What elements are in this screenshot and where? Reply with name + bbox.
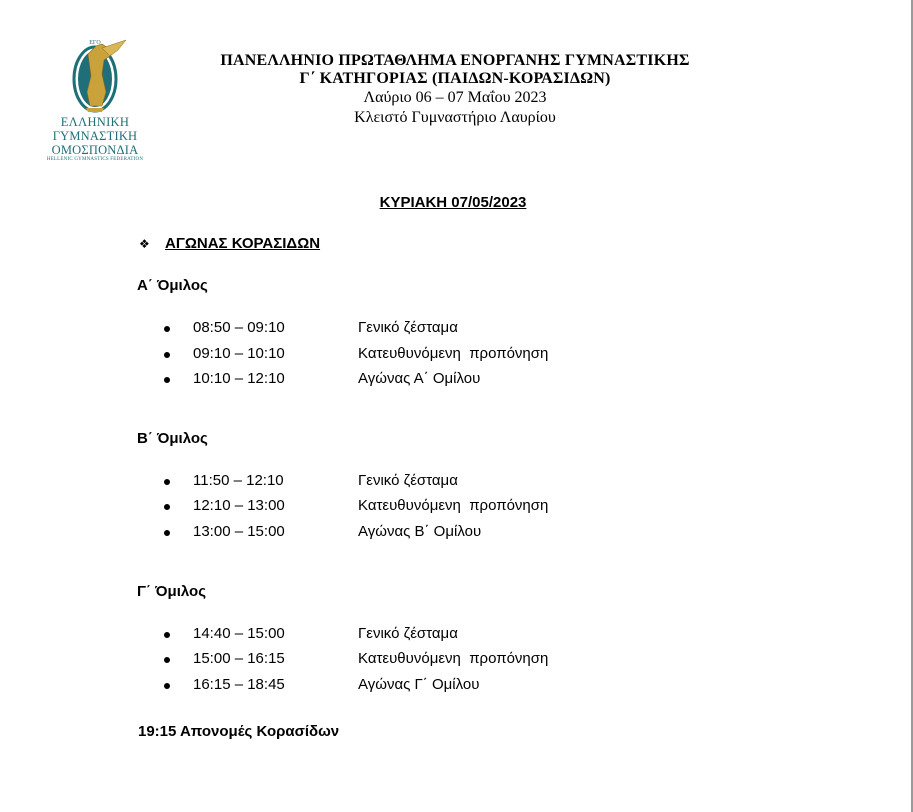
time-range: 10:10 – 12:10 — [193, 370, 285, 387]
schedule-row — [164, 676, 664, 696]
time-range: 12:10 – 13:00 — [193, 497, 285, 514]
bullet-icon — [164, 352, 170, 358]
bullet-icon — [164, 657, 170, 663]
bullet-icon — [164, 632, 170, 638]
time-range: 15:00 – 16:15 — [193, 650, 285, 667]
winged-victory-emblem-icon — [40, 34, 150, 116]
bullet-icon — [164, 683, 170, 689]
activity: Γενικό ζέσταμα — [358, 625, 458, 642]
schedule-row — [164, 523, 664, 543]
event-venue: Κλειστό Γυμναστήριο Λαυρίου — [354, 109, 556, 126]
group-c-title: Γ΄ Όμιλος — [137, 583, 207, 600]
activity: Κατευθυνόμενη προπόνηση — [358, 497, 549, 514]
schedule-row — [164, 625, 664, 645]
time-range: 11:50 – 12:10 — [193, 472, 284, 489]
group-b-title: Β΄ Όμιλος — [137, 430, 208, 447]
logo-line-4: HELLENIC GYMNASTICS FEDERATION — [46, 157, 144, 162]
activity: Αγώνας Γ΄ Ομίλου — [358, 676, 480, 693]
bullet-icon — [164, 479, 170, 485]
bullet-icon — [164, 530, 170, 536]
category-title: Γ΄ ΚΑΤΗΓΟΡΙΑΣ (ΠΑΙΔΩΝ-ΚΟΡΑΣΙΔΩΝ) — [299, 70, 611, 87]
day-title: ΚΥΡΙΑΚΗ 07/05/2023 — [379, 194, 527, 211]
activity: Αγώνας Β΄ Ομίλου — [358, 523, 482, 540]
time-range: 16:15 – 18:45 — [193, 676, 285, 693]
schedule-row — [164, 345, 664, 365]
schedule-row — [164, 472, 664, 492]
logo-line-1: ΕΛΛΗΝΙΚΗ — [60, 115, 130, 129]
document-header — [170, 52, 740, 128]
section-title: ΑΓΩΝΑΣ ΚΟΡΑΣΙΔΩΝ — [165, 235, 321, 252]
championship-title: ΠΑΝΕΛΛΗΝΙΟ ΠΡΩΤΑΘΛΗΜΑ ΕΝΟΡΓΑΝΗΣ ΓΥΜΝΑΣΤΙΚΗΣ — [220, 52, 690, 69]
event-dates: Λαύριο 06 – 07 Μαΐου 2023 — [363, 89, 547, 106]
bullet-icon — [164, 326, 170, 332]
activity: Αγώνας Α΄ Ομίλου — [358, 370, 481, 387]
awards-line: 19:15 Απονομές Κορασίδων — [138, 723, 340, 740]
time-range: 08:50 – 09:10 — [193, 319, 285, 336]
logo-line-2: ΓΥΜΝΑΣΤΙΚΗ — [52, 129, 138, 143]
schedule-row — [164, 497, 664, 517]
schedule-row — [164, 319, 664, 339]
bullet-icon — [164, 377, 170, 383]
activity: Κατευθυνόμενη προπόνηση — [358, 650, 549, 667]
schedule-row — [164, 370, 664, 390]
activity: Γενικό ζέσταμα — [358, 472, 458, 489]
activity: Κατευθυνόμενη προπόνηση — [358, 345, 549, 362]
group-a-title: Α΄ Όμιλος — [137, 277, 208, 294]
bullet-icon — [164, 504, 170, 510]
logo-line-3: ΟΜΟΣΠΟΝΔΙΑ — [51, 143, 139, 157]
diamond-bullet-icon: ❖ — [139, 237, 150, 251]
federation-logo — [40, 34, 150, 162]
section-heading — [139, 235, 320, 252]
time-range: 09:10 – 10:10 — [193, 345, 285, 362]
time-range: 13:00 – 15:00 — [193, 523, 285, 540]
activity: Γενικό ζέσταμα — [358, 319, 458, 336]
schedule-row — [164, 650, 664, 670]
time-range: 14:40 – 15:00 — [193, 625, 285, 642]
svg-text:ΕΓΟ: ΕΓΟ — [89, 40, 101, 46]
